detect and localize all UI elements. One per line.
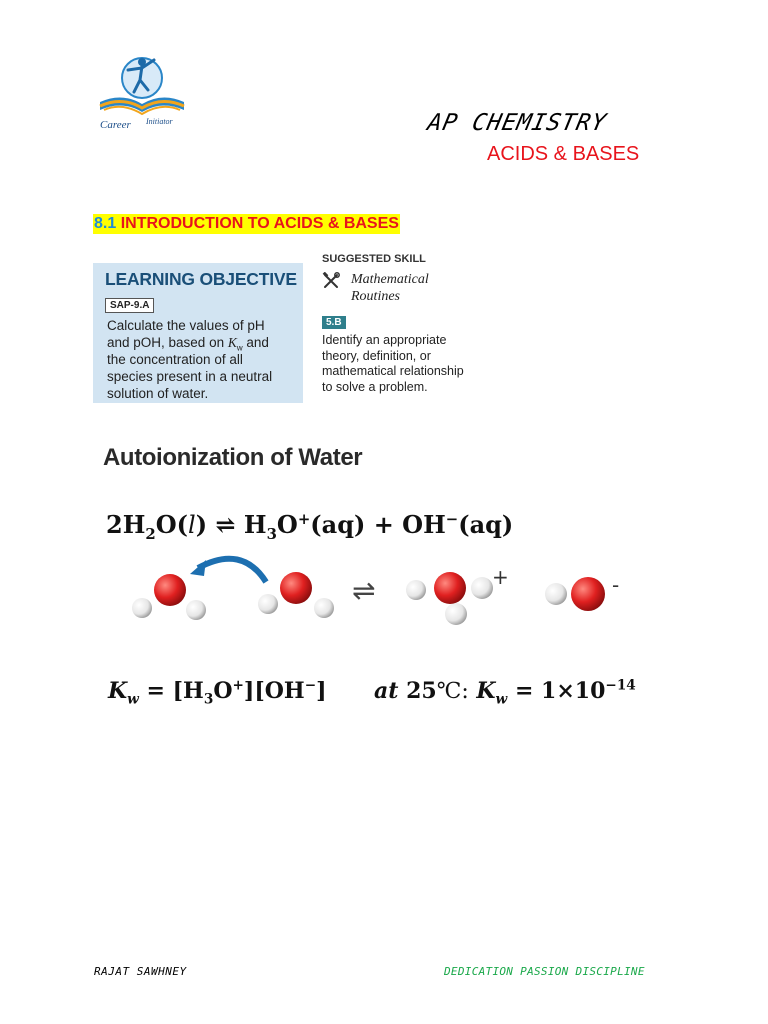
kw-charge: − <box>304 677 317 694</box>
autoionization-title: Autoionization of Water <box>103 444 363 471</box>
kw-charge: + <box>232 677 244 694</box>
eq-part: 2H <box>106 510 146 539</box>
kw-exponent: −14 <box>605 677 636 694</box>
kw-value-condition <box>374 677 636 708</box>
kw-value: = 1×10 <box>514 678 606 704</box>
section-heading <box>93 214 400 234</box>
lo-line: the concentration of all <box>107 352 243 367</box>
eq-part: H <box>243 510 267 539</box>
eq-phase: (aq) <box>458 510 514 539</box>
section-title: INTRODUCTION TO ACIDS & BASES <box>120 215 399 232</box>
unit-title: ACIDS & BASES <box>487 143 640 165</box>
eq-part: ) <box>195 510 208 539</box>
lo-line: and <box>242 335 269 350</box>
skill-code-badge: 5.B <box>322 316 346 329</box>
career-initiator-logo <box>94 50 190 136</box>
kw-symbol: K <box>227 335 237 350</box>
skill-desc-line: to solve a problem. <box>322 379 428 394</box>
suggested-skill-label: SUGGESTED SKILL <box>322 253 426 265</box>
equilibrium-arrow: ⇌ <box>215 510 236 539</box>
arrowhead <box>190 560 206 576</box>
kw-temp-unit: ℃: <box>436 679 469 704</box>
kw-symbol: K <box>476 678 496 704</box>
cation-charge: + <box>492 565 509 589</box>
course-title: AP CHEMISTRY <box>425 110 609 136</box>
kw-part: = [H <box>146 678 204 704</box>
eq-plus: + <box>373 510 394 539</box>
oxygen-atom <box>280 572 312 604</box>
skill-name <box>351 271 461 305</box>
kw-expression <box>108 677 327 708</box>
oxygen-atom <box>154 574 186 606</box>
logo-text-career: Career <box>100 119 131 131</box>
kw-symbol: K <box>108 678 128 704</box>
skill-desc-line: mathematical relationship <box>322 364 464 378</box>
lo-line: solution of water. <box>107 386 209 401</box>
oxygen-atom <box>571 577 605 611</box>
eq-part: OH <box>402 510 446 539</box>
hydrogen-atom <box>471 577 493 599</box>
equilibrium-arrow-icon: ⇌ <box>352 574 376 607</box>
eq-charge: − <box>445 510 459 528</box>
hydrogen-atom <box>406 580 426 600</box>
skill-desc-line: Identify an appropriate <box>322 333 447 347</box>
hydrogen-atom <box>545 583 567 605</box>
eq-part: O( <box>155 510 188 539</box>
skill-description <box>322 333 482 395</box>
hydrogen-atom <box>258 594 278 614</box>
lo-line: species present in a neutral <box>107 369 273 384</box>
learning-objective-box <box>93 263 303 403</box>
tools-icon <box>322 272 340 290</box>
skill-name-line: Mathematical <box>351 272 429 287</box>
eq-sub: 3 <box>266 524 277 543</box>
oxygen-atom <box>434 572 466 604</box>
hydrogen-atom <box>445 603 467 625</box>
lo-line: and pOH, based on <box>107 335 228 350</box>
eq-phase: (aq) <box>310 510 366 539</box>
hydrogen-atom <box>132 598 152 618</box>
hydrogen-atom <box>314 598 334 618</box>
learning-objective-text <box>107 317 297 402</box>
kw-subscript: w <box>495 691 508 708</box>
section-number: 8.1 <box>94 215 117 232</box>
anion-charge: - <box>612 573 620 597</box>
skill-desc-line: theory, definition, or <box>322 348 431 363</box>
eq-phase: l <box>188 511 196 539</box>
kw-part: O <box>213 678 233 704</box>
eq-sub: 2 <box>145 524 156 543</box>
eq-part: O <box>276 510 298 539</box>
kw-sub: 3 <box>203 691 214 708</box>
kw-subscript: w <box>236 343 243 353</box>
water-molecules-illustration <box>90 548 650 638</box>
eq-charge: + <box>297 510 311 528</box>
autoionization-equation <box>106 510 514 543</box>
kw-part: ] <box>316 678 327 704</box>
kw-part: ][OH <box>243 678 305 704</box>
logo-text-initiator: Initiator <box>146 117 173 126</box>
learning-objective-heading: LEARNING OBJECTIVE <box>105 269 297 289</box>
proton-transfer-arrow <box>198 559 266 582</box>
lo-line: Calculate the values of pH <box>107 318 265 333</box>
footer-author: RAJAT SAWHNEY <box>94 965 187 978</box>
learning-objective-code: SAP-9.A <box>105 298 154 313</box>
hydrogen-atom <box>186 600 206 620</box>
kw-at: at <box>374 678 399 704</box>
kw-temp-value: 25 <box>406 678 437 704</box>
skill-name-line: Routines <box>351 289 400 304</box>
footer-motto: DEDICATION PASSION DISCIPLINE <box>444 965 645 978</box>
kw-subscript: w <box>127 691 139 708</box>
